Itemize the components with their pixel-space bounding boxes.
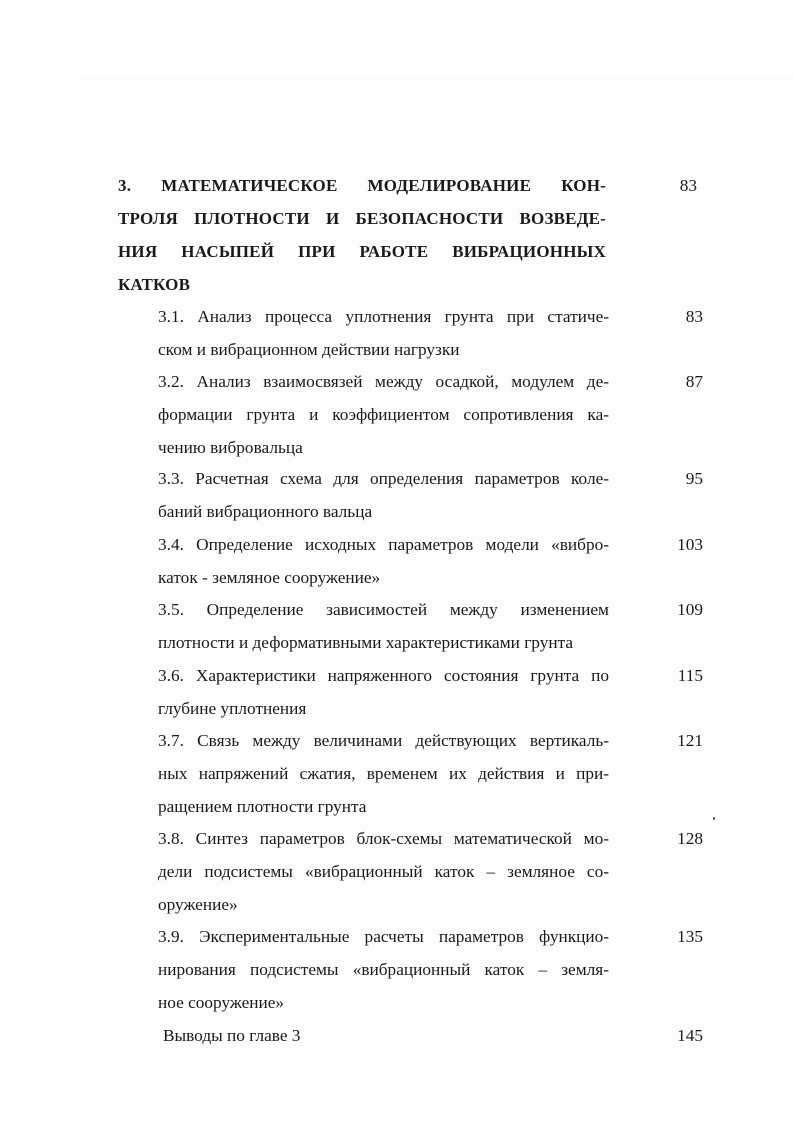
chapter-page-number: 83 xyxy=(679,176,697,195)
section-title-line: 3.3. Расчетная схема для определения параметров коле- xyxy=(158,469,609,488)
section-title-line: оружение» xyxy=(158,895,238,914)
section-title-line: баний вибрационного вальца xyxy=(158,502,373,521)
section-title-line: формации грунта и коэффициентом сопротивления ка- xyxy=(158,405,609,424)
section-title-line: ных напряжений сжатия, временем их действия и при- xyxy=(158,764,609,783)
section-page-number: 121 xyxy=(677,731,703,750)
section-title xyxy=(158,822,609,921)
section-title-line: нирования подсистемы «вибрационный каток – земля- xyxy=(158,960,609,979)
chapter-title-line: КАТКОВ xyxy=(118,275,191,294)
chapter-title xyxy=(118,169,606,301)
section-page-number: 135 xyxy=(677,927,703,946)
section-title xyxy=(158,593,609,659)
section-title-line: 3.1. Анализ процесса уплотнения грунта при статиче- xyxy=(158,307,609,326)
scan-speck xyxy=(713,817,715,820)
section-page-number: 109 xyxy=(677,600,703,619)
section-title xyxy=(158,300,609,366)
section-title-line: 3.4. Определение исходных параметров модели «вибро- xyxy=(158,535,609,554)
section-title-line: каток - земляное сооружение» xyxy=(158,568,381,587)
section-title xyxy=(158,659,609,725)
section-title-line: 3.2. Анализ взаимосвязей между осадкой, модулем де- xyxy=(158,372,609,391)
section-title-line: глубине уплотнения xyxy=(158,699,307,718)
section-page-number: 128 xyxy=(677,829,703,848)
section-title-line: Выводы по главе 3 xyxy=(163,1026,301,1045)
section-title-line: 3.8. Синтез параметров блок-схемы математической мо- xyxy=(158,829,609,848)
section-page-number: 115 xyxy=(677,666,703,685)
section-title-line: 3.7. Связь между величинами действующих вертикаль- xyxy=(158,731,609,750)
chapter-title-line: НИЯ НАСЫПЕЙ ПРИ РАБОТЕ ВИБРАЦИОННЫХ xyxy=(118,242,606,261)
section-title-line: чению вибровальца xyxy=(158,438,303,457)
section-title xyxy=(158,920,609,1019)
section-page-number: 95 xyxy=(685,469,703,488)
chapter-title-line: ТРОЛЯ ПЛОТНОСТИ И БЕЗОПАСНОСТИ ВОЗВЕДЕ- xyxy=(118,209,606,228)
section-title-line: ное сооружение» xyxy=(158,993,285,1012)
section-title xyxy=(163,1019,614,1052)
section-page-number: 103 xyxy=(677,535,703,554)
section-title-line: плотности и деформативными характеристиками грунта xyxy=(158,633,574,652)
section-title xyxy=(158,528,609,594)
section-title-line: 3.6. Характеристики напряженного состояния грунта по xyxy=(158,666,609,685)
section-title-line: 3.9. Экспериментальные расчеты параметров функцио- xyxy=(158,927,609,946)
section-title xyxy=(158,724,609,823)
section-title-line: ращением плотности грунта xyxy=(158,797,367,816)
section-page-number: 83 xyxy=(685,307,703,326)
section-title-line: ском и вибрационном действии нагрузки xyxy=(158,340,460,359)
section-title xyxy=(158,365,609,464)
section-title-line: 3.5. Определение зависимостей между изменением xyxy=(158,600,609,619)
section-page-number: 145 xyxy=(677,1026,703,1045)
chapter-title-line: 3. МАТЕМАТИЧЕСКОЕ МОДЕЛИРОВАНИЕ КОН- xyxy=(118,176,606,195)
section-title xyxy=(158,462,609,528)
section-page-number: 87 xyxy=(685,372,703,391)
section-title-line: дели подсистемы «вибрационный каток – земляное со- xyxy=(158,862,609,881)
